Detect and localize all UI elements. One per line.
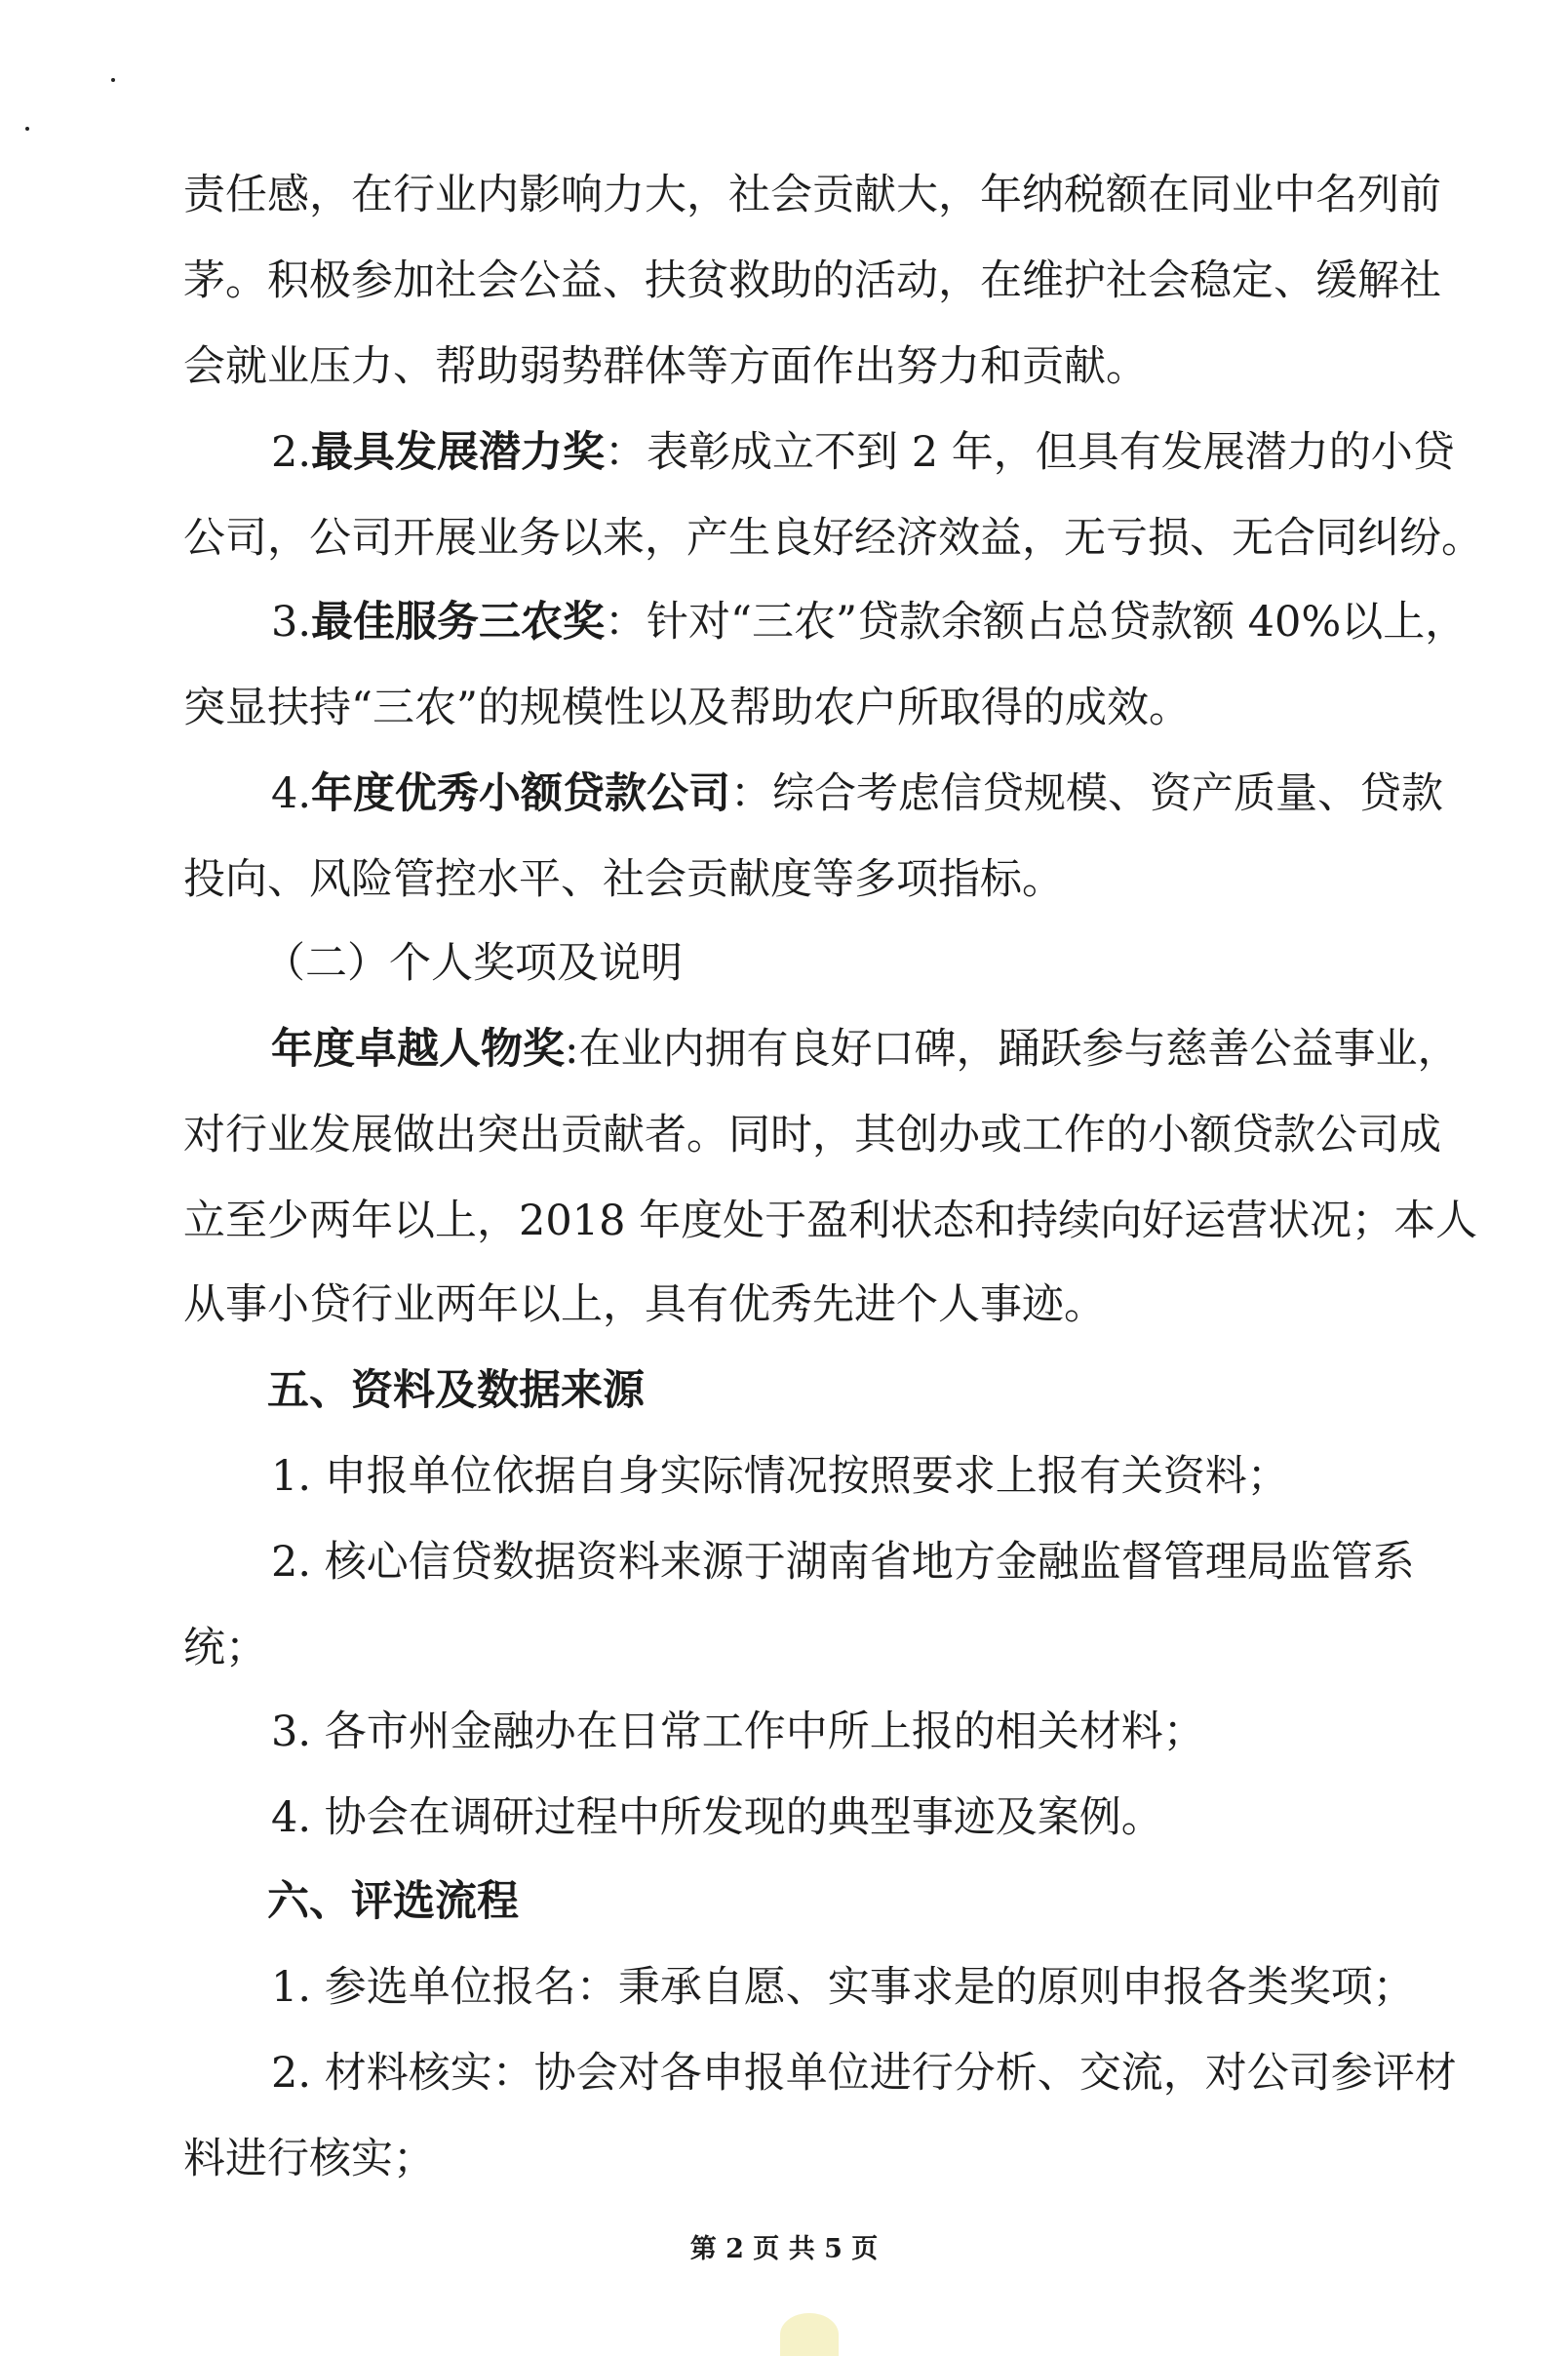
scan-speck (111, 78, 115, 82)
section-heading: 五、资料及数据来源 (267, 1366, 645, 1415)
paragraph-line: 对行业发展做出突出贡献者。同时，其创办或工作的小额贷款公司成 (183, 1111, 1441, 1159)
subsection-heading: （二）个人奖项及说明 (263, 939, 683, 988)
scan-speck (25, 127, 29, 131)
list-item: 2. 材料核实：协会对各申报单位进行分析、交流，对公司参评材 (271, 2049, 1457, 2098)
award-description: ：表彰成立不到 2 年，但具有发展潜力的小贷 (605, 428, 1455, 477)
award-term: 年度卓越人物奖 (271, 1025, 565, 1074)
award-description: :在业内拥有良好口碑，踊跃参与慈善公益事业， (565, 1025, 1460, 1074)
paragraph-line: 公司，公司开展业务以来，产生良好经济效益，无亏损、无合同纠纷。 (183, 514, 1483, 563)
paragraph-line: 从事小贷行业两年以上，具有优秀先进个人事迹。 (183, 1280, 1106, 1329)
award-term: 最佳服务三农奖 (311, 598, 606, 647)
paragraph-line: 会就业压力、帮助弱势群体等方面作出努力和贡献。 (183, 342, 1148, 391)
list-item: 3. 各市州金融办在日常工作中所上报的相关材料； (271, 1708, 1205, 1756)
award-description: ：综合考虑信贷规模、资产质量、贷款 (730, 769, 1444, 818)
page-footer: 第 2 页 共 5 页 (689, 2234, 879, 2264)
paragraph-line: 责任感，在行业内影响力大，社会贡献大，年纳税额在同业中名列前 (183, 171, 1441, 219)
award-item (271, 1020, 1568, 1079)
paragraph-line: 统； (183, 1624, 267, 1672)
award-item (271, 423, 1568, 482)
paragraph-line: 立至少两年以上，2018 年度处于盈利状态和持续向好运营状况；本人 (183, 1197, 1478, 1245)
award-item (271, 765, 1568, 823)
award-description: ：针对“三农”贷款余额占总贷款额 40%以上， (605, 598, 1468, 647)
item-number: 3. (271, 598, 312, 647)
award-term: 最具发展潜力奖 (311, 428, 606, 477)
item-number: 4. (271, 769, 312, 818)
paragraph-line: 投向、风险管控水平、社会贡献度等多项指标。 (183, 855, 1064, 904)
item-number: 2. (271, 428, 312, 477)
list-item: 4. 协会在调研过程中所发现的典型事迹及案例。 (271, 1793, 1163, 1842)
award-term: 年度优秀小额贷款公司 (311, 769, 731, 818)
scan-stain (780, 2313, 839, 2356)
award-item (271, 593, 1568, 651)
list-item: 1. 申报单位依据自身实际情况按照要求上报有关资料； (271, 1452, 1289, 1501)
list-item: 1. 参选单位报名：秉承自愿、实事求是的原则申报各类奖项； (271, 1963, 1415, 2012)
paragraph-line: 料进行核实； (183, 2135, 435, 2183)
list-item: 2. 核心信贷数据资料来源于湖南省地方金融监督管理局监管系 (271, 1538, 1415, 1587)
paragraph-line: 茅。积极参加社会公益、扶贫救助的活动，在维护社会稳定、缓解社 (183, 256, 1441, 305)
section-heading: 六、评选流程 (267, 1877, 519, 1926)
paragraph-line: 突显扶持“三农”的规模性以及帮助农户所取得的成效。 (183, 684, 1191, 732)
